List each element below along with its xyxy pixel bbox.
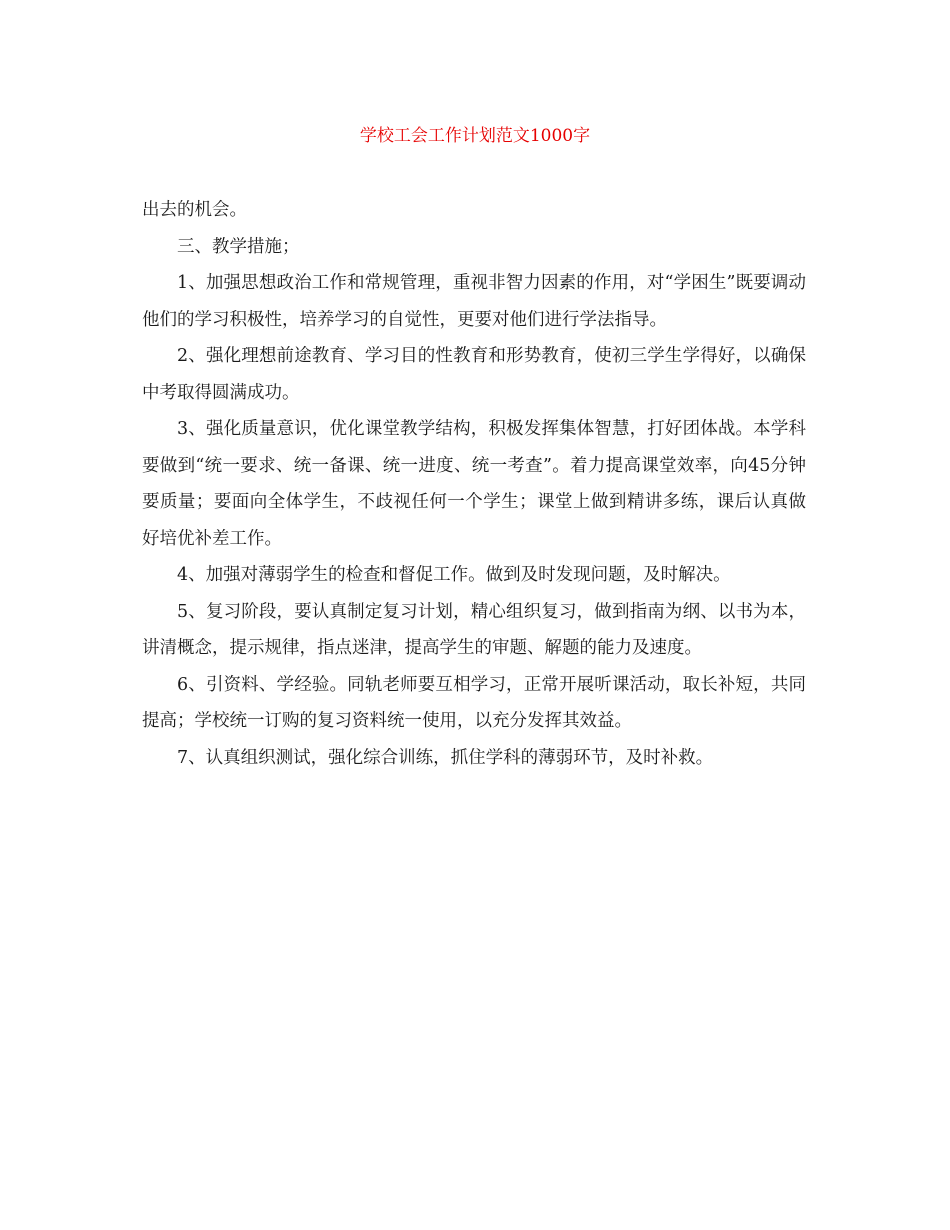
paragraph-6: 5、复习阶段，要认真制定复习计划，精心组织复习，做到指南为纲、以书为本，讲清概念，提示规律，指点迷津，提高学生的审题、解题的能力及速度。: [142, 601, 806, 658]
paragraph-1: 三、教学措施；: [177, 236, 300, 257]
paragraph-3: 2、强化理想前途教育、学习目的性教育和形势教育，使初三学生学得好，以确保中考取得圆满成功。: [142, 346, 806, 403]
paragraph-5: 4、加强对薄弱学生的检查和督促工作。做到及时发现问题，及时解决。: [177, 565, 731, 585]
paragraph-4: 3、强化质量意识，优化课堂教学结构，积极发挥集体智慧，打好团体战。本学科要做到“统一要求、统一备课、统一进度、统一考查”。着力提高课堂效率，向45分钟要质量；要面向全体学生，不歧视任何一个学生；课堂上做到精讲多练，课后认真做好培优补差工作。: [142, 419, 806, 549]
paragraph-7: 6、引资料、学经验。同轨老师要互相学习，正常开展听课活动，取长补短，共同提高；学校统一订购的复习资料统一使用，以充分发挥其效益。: [142, 674, 806, 731]
paragraph-2: 1、加强思想政治工作和常规管理，重视非智力因素的作用，对“学困生”既要调动他们的学习积极性，培养学习的自觉性，更要对他们进行学法指导。: [142, 273, 806, 330]
paragraph-0: 出去的机会。: [142, 200, 247, 220]
document-body: [142, 192, 806, 776]
paragraph-8: 7、认真组织测试，强化综合训练，抓住学科的薄弱环节，及时补救。: [177, 747, 714, 768]
document-title: 学校工会工作计划范文1000字: [359, 126, 591, 146]
